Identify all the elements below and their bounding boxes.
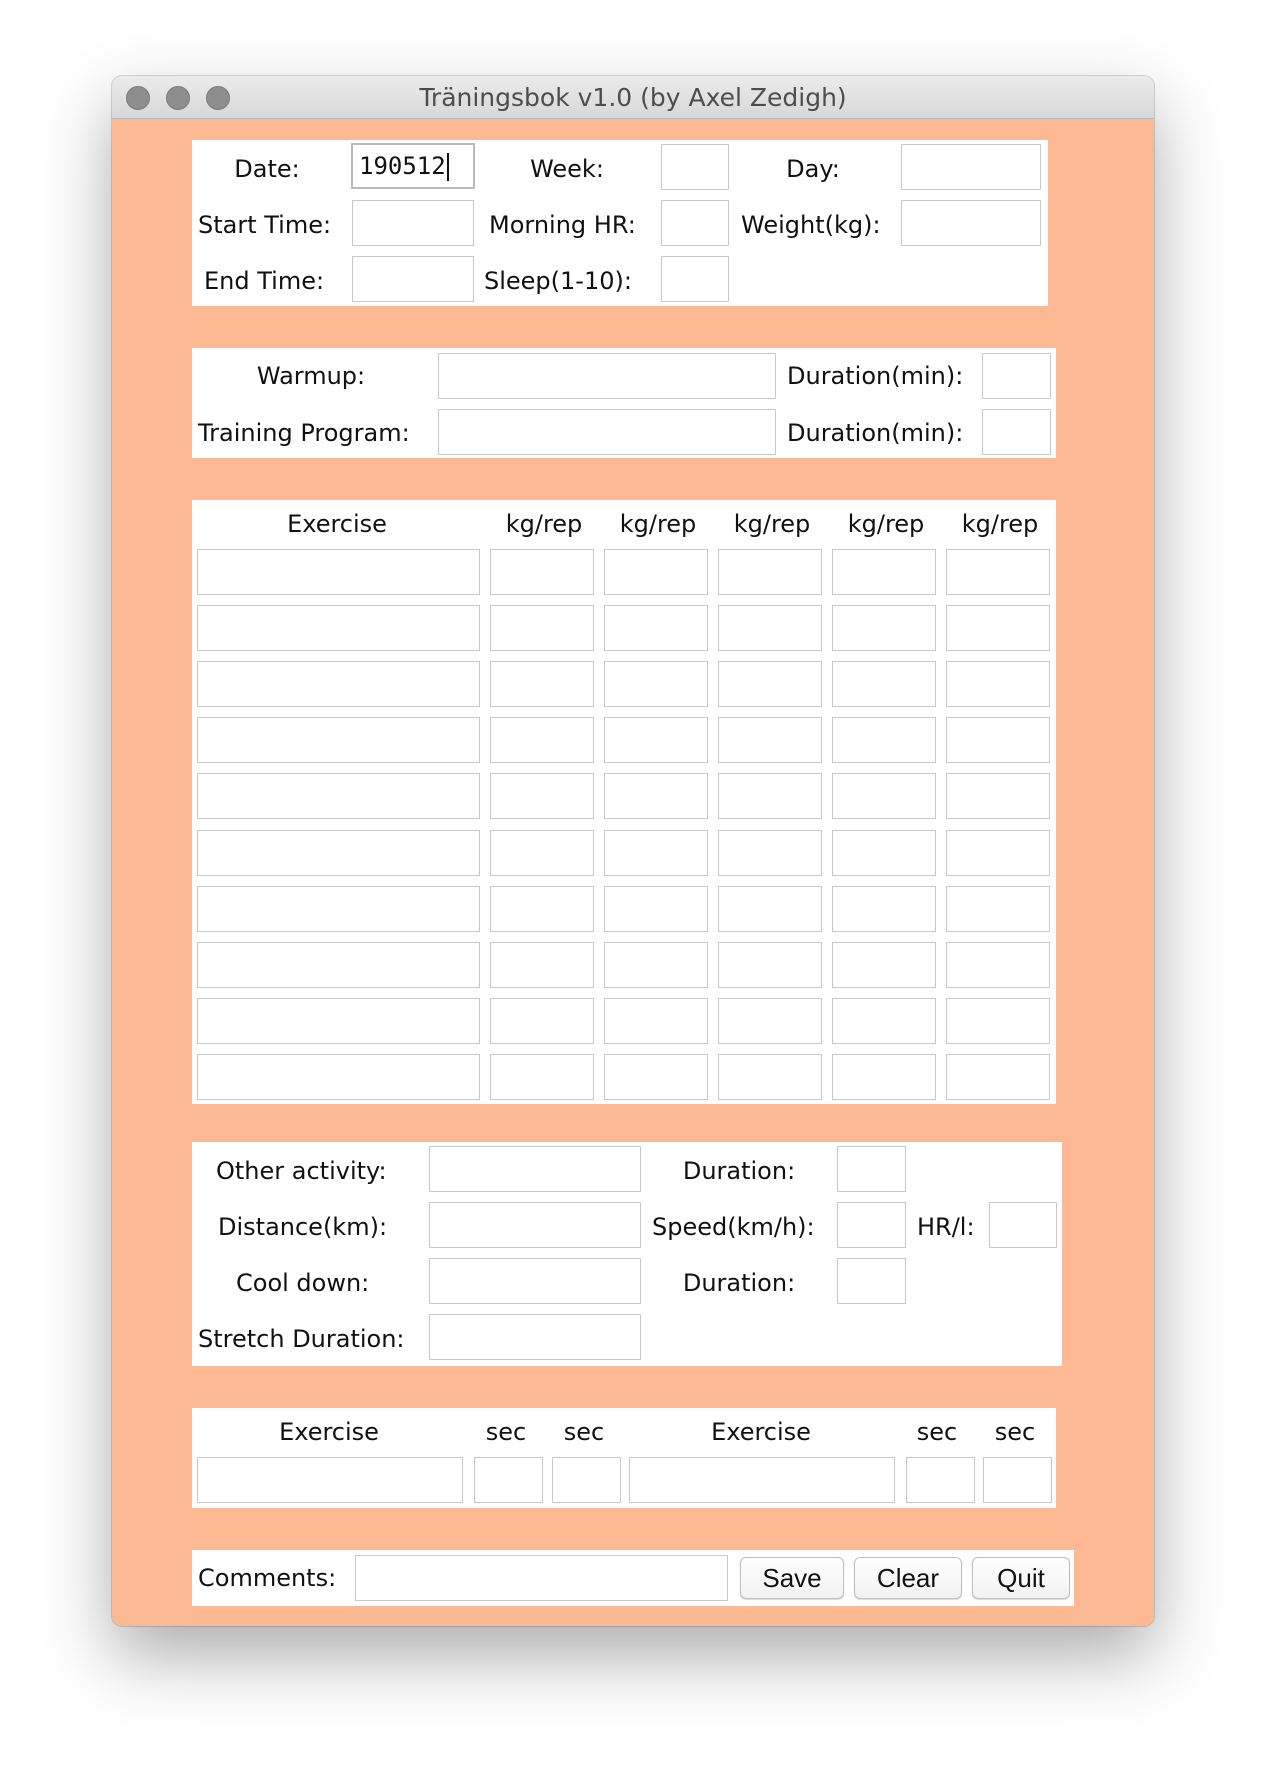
footer-panel (192, 1550, 1074, 1606)
app-window (112, 76, 1154, 1626)
set-column-header: kg/rep (961, 510, 1039, 538)
cool-down-label: Cool down: (236, 1269, 370, 1297)
set-kg-rep-input[interactable] (604, 773, 708, 819)
cool-down-input[interactable] (429, 1258, 641, 1304)
set-kg-rep-input[interactable] (604, 549, 708, 595)
set-kg-rep-input[interactable] (832, 830, 936, 876)
set-kg-rep-input[interactable] (604, 830, 708, 876)
set-kg-rep-input[interactable] (832, 942, 936, 988)
training-program-input[interactable] (438, 409, 776, 455)
set-kg-rep-input[interactable] (490, 886, 594, 932)
exercise-name-input[interactable] (197, 605, 480, 651)
end-time-input[interactable] (352, 256, 474, 302)
comments-input[interactable] (355, 1555, 728, 1601)
set-kg-rep-input[interactable] (718, 605, 822, 651)
set-kg-rep-input[interactable] (604, 605, 708, 651)
interval-sec-input-1a[interactable] (474, 1457, 543, 1503)
set-kg-rep-input[interactable] (832, 717, 936, 763)
exercise-name-input[interactable] (197, 549, 480, 595)
interval-exercise-input-1[interactable] (197, 1457, 463, 1503)
set-kg-rep-input[interactable] (718, 1054, 822, 1100)
set-kg-rep-input[interactable] (604, 998, 708, 1044)
quit-button[interactable]: Quit (972, 1557, 1070, 1599)
set-kg-rep-input[interactable] (832, 661, 936, 707)
set-kg-rep-input[interactable] (490, 942, 594, 988)
set-kg-rep-input[interactable] (718, 886, 822, 932)
exercise-name-input[interactable] (197, 773, 480, 819)
stretch-duration-input[interactable] (429, 1314, 641, 1360)
set-kg-rep-input[interactable] (718, 661, 822, 707)
exercise-name-input[interactable] (197, 1054, 480, 1100)
set-kg-rep-input[interactable] (832, 549, 936, 595)
interval-sec-input-1b[interactable] (552, 1457, 621, 1503)
set-kg-rep-input[interactable] (832, 998, 936, 1044)
activity-panel (192, 1142, 1062, 1366)
exercise-name-input[interactable] (197, 942, 480, 988)
end-time-label: End Time: (204, 267, 325, 295)
set-kg-rep-input[interactable] (604, 942, 708, 988)
set-kg-rep-input[interactable] (718, 717, 822, 763)
week-input[interactable] (661, 144, 729, 190)
program-duration-input[interactable] (982, 409, 1051, 455)
warmup-label: Warmup: (256, 362, 366, 390)
set-column-header: kg/rep (733, 510, 811, 538)
training-program-label: Training Program: (198, 419, 410, 447)
exercise-name-input[interactable] (197, 830, 480, 876)
date-input[interactable] (351, 143, 475, 189)
save-button[interactable]: Save (740, 1557, 844, 1599)
window-title: Träningsbok v1.0 (by Axel Zedigh) (419, 83, 847, 112)
start-time-label: Start Time: (198, 211, 332, 239)
set-column-header: kg/rep (619, 510, 697, 538)
exercise-name-input[interactable] (197, 717, 480, 763)
set-column-header: kg/rep (505, 510, 583, 538)
date-value: 190512 (359, 152, 446, 180)
set-kg-rep-input[interactable] (490, 1054, 594, 1100)
other-activity-label: Other activity: (216, 1157, 387, 1185)
warmup-duration-label: Duration(min): (787, 362, 964, 390)
set-kg-rep-input[interactable] (946, 1054, 1050, 1100)
set-kg-rep-input[interactable] (718, 830, 822, 876)
week-label: Week: (530, 155, 604, 183)
weight-input[interactable] (901, 200, 1041, 246)
set-kg-rep-input[interactable] (946, 773, 1050, 819)
sleep-label: Sleep(1-10): (484, 267, 632, 295)
exercise-name-input[interactable] (197, 886, 480, 932)
set-kg-rep-input[interactable] (832, 773, 936, 819)
morning-hr-input[interactable] (661, 200, 729, 246)
set-kg-rep-input[interactable] (946, 605, 1050, 651)
exercise-column-header: Exercise (287, 510, 387, 538)
set-kg-rep-input[interactable] (718, 773, 822, 819)
other-activity-input[interactable] (429, 1146, 641, 1192)
interval-sec-input-2a[interactable] (906, 1457, 975, 1503)
clear-button[interactable]: Clear (854, 1557, 962, 1599)
day-label: Day: (786, 155, 840, 183)
set-kg-rep-input[interactable] (490, 830, 594, 876)
set-kg-rep-input[interactable] (946, 549, 1050, 595)
warmup-duration-input[interactable] (982, 353, 1051, 399)
interval-exercise-input-2[interactable] (629, 1457, 895, 1503)
title-bar[interactable] (112, 76, 1154, 119)
set-kg-rep-input[interactable] (490, 549, 594, 595)
set-kg-rep-input[interactable] (604, 886, 708, 932)
date-label: Date: (234, 155, 300, 183)
interval-sec-label: sec (563, 1418, 605, 1446)
set-column-header: kg/rep (847, 510, 925, 538)
set-kg-rep-input[interactable] (832, 1054, 936, 1100)
interval-exercise-label: Exercise (279, 1418, 379, 1446)
speed-input[interactable] (837, 1202, 906, 1248)
set-kg-rep-input[interactable] (946, 886, 1050, 932)
morning-hr-label: Morning HR: (489, 211, 636, 239)
distance-input[interactable] (429, 1202, 641, 1248)
set-kg-rep-input[interactable] (946, 830, 1050, 876)
set-kg-rep-input[interactable] (946, 998, 1050, 1044)
distance-label: Distance(km): (218, 1213, 388, 1241)
program-panel (192, 348, 1056, 458)
session-panel (192, 140, 1048, 306)
interval-sec-input-2b[interactable] (983, 1457, 1052, 1503)
set-kg-rep-input[interactable] (490, 998, 594, 1044)
set-kg-rep-input[interactable] (946, 717, 1050, 763)
interval-sec-label: sec (916, 1418, 958, 1446)
weight-label: Weight(kg): (741, 211, 881, 239)
cool-down-duration-label: Duration: (682, 1269, 796, 1297)
day-input[interactable] (901, 144, 1041, 190)
speed-label: Speed(km/h): (652, 1213, 815, 1241)
comments-label: Comments: (198, 1564, 337, 1592)
interval-exercise-label: Exercise (711, 1418, 811, 1446)
interval-sec-label: sec (485, 1418, 527, 1446)
hr-input[interactable] (989, 1202, 1057, 1248)
sleep-input[interactable] (661, 256, 729, 302)
stretch-duration-label: Stretch Duration: (198, 1325, 405, 1353)
set-kg-rep-input[interactable] (490, 717, 594, 763)
cool-down-duration-input[interactable] (837, 1258, 906, 1304)
set-kg-rep-input[interactable] (490, 773, 594, 819)
interval-sec-label: sec (994, 1418, 1036, 1446)
set-kg-rep-input[interactable] (604, 1054, 708, 1100)
text-caret (447, 153, 449, 181)
set-kg-rep-input[interactable] (490, 605, 594, 651)
set-kg-rep-input[interactable] (946, 661, 1050, 707)
set-kg-rep-input[interactable] (832, 886, 936, 932)
hr-label: HR/l: (917, 1213, 975, 1241)
set-kg-rep-input[interactable] (490, 661, 594, 707)
interval-panel (192, 1408, 1056, 1508)
set-kg-rep-input[interactable] (604, 717, 708, 763)
exercise-panel (192, 500, 1056, 1104)
activity-duration-input[interactable] (837, 1146, 906, 1192)
set-kg-rep-input[interactable] (718, 549, 822, 595)
set-kg-rep-input[interactable] (832, 605, 936, 651)
program-duration-label: Duration(min): (787, 419, 964, 447)
set-kg-rep-input[interactable] (718, 998, 822, 1044)
exercise-name-input[interactable] (197, 661, 480, 707)
warmup-input[interactable] (438, 353, 776, 399)
start-time-input[interactable] (352, 200, 474, 246)
set-kg-rep-input[interactable] (946, 942, 1050, 988)
activity-duration-label: Duration: (682, 1157, 796, 1185)
exercise-name-input[interactable] (197, 998, 480, 1044)
set-kg-rep-input[interactable] (604, 661, 708, 707)
set-kg-rep-input[interactable] (718, 942, 822, 988)
